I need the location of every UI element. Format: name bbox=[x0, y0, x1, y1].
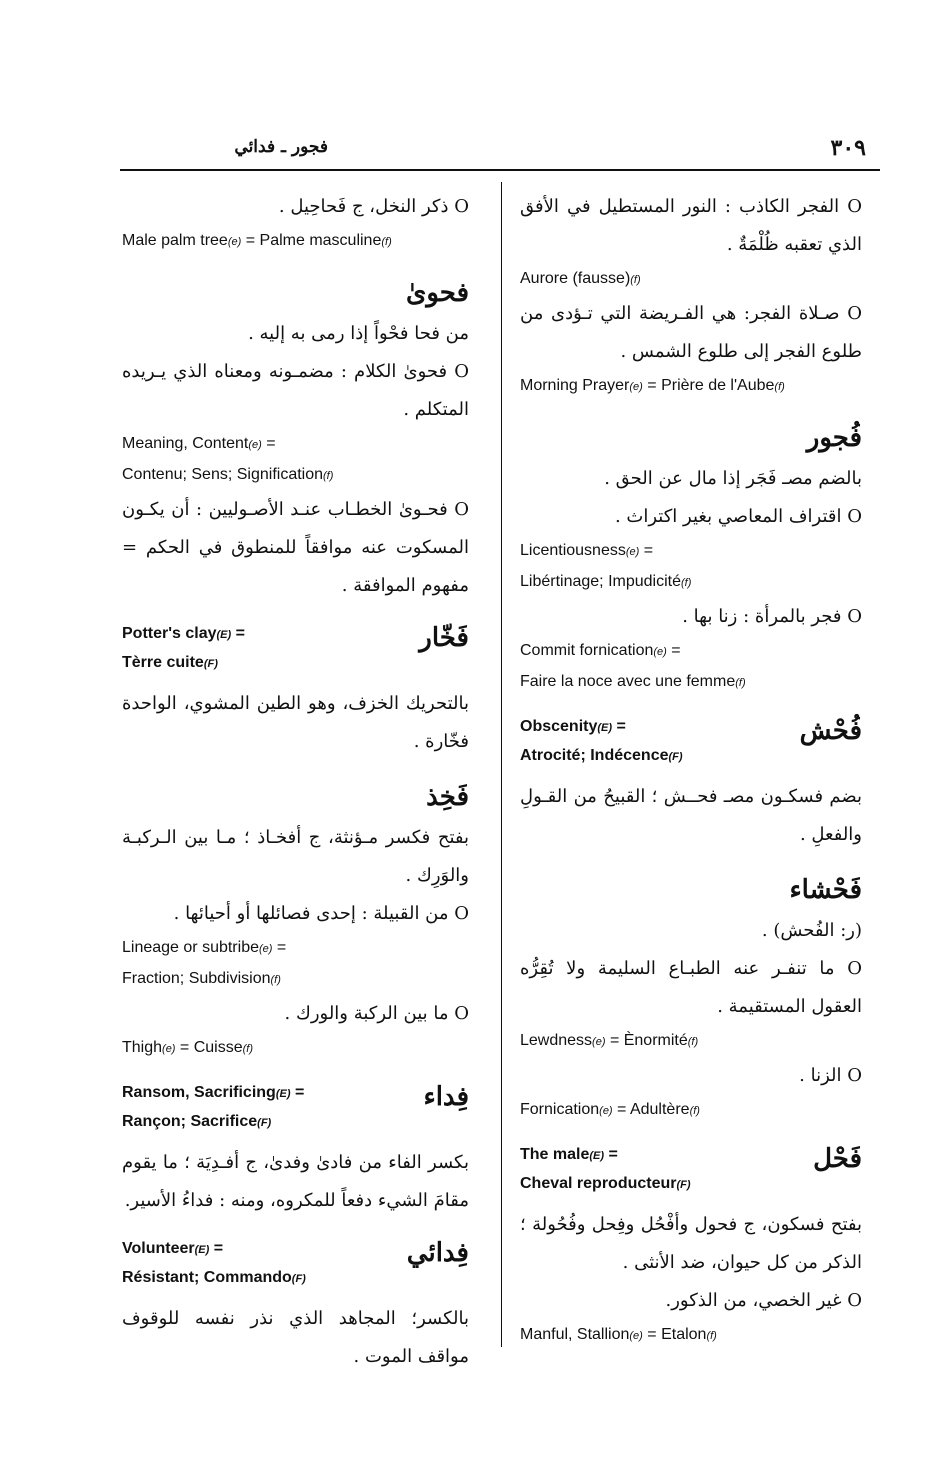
french-translation: Cheval reproducteur(F) bbox=[520, 1175, 691, 1192]
english-translation: Ransom, Sacrificing(E) = bbox=[122, 1084, 305, 1101]
language-tag: (E) bbox=[275, 1088, 291, 1100]
language-tag: (f) bbox=[687, 1036, 699, 1048]
arabic-definition: O الزنا . bbox=[799, 1065, 862, 1086]
spacer bbox=[520, 854, 862, 868]
arabic-definition: من فحا فحْواً إذا رمى به إليه . bbox=[248, 323, 469, 344]
translation-line: Meaning, Content(e) = bbox=[122, 435, 276, 452]
spacer bbox=[122, 761, 469, 775]
spacer bbox=[122, 605, 469, 619]
translation-line: Faire la noce avec une femme(f) bbox=[520, 673, 746, 690]
language-tag: (f) bbox=[689, 1105, 700, 1117]
translation-line: Morning Prayer(e) = Prière de l'Aube(f) bbox=[520, 377, 785, 394]
translation-line: Licentiousness(e) = bbox=[520, 542, 654, 559]
arabic-definition: بالكسر؛ المجاهد الذي نذر نفسه للوقوف مواقف الموت . bbox=[122, 1308, 469, 1367]
translation-line: Libértinage; Impudicité(f) bbox=[520, 573, 692, 590]
arabic-definition: O فجر بالمرأة : زنا بها . bbox=[682, 606, 862, 627]
spacer bbox=[122, 1220, 469, 1234]
page-header bbox=[120, 135, 880, 171]
language-tag: (f) bbox=[242, 1043, 254, 1055]
translation-line: Aurore (fausse)(f) bbox=[520, 270, 641, 287]
arabic-definition: بفتح فكسر مـؤنثة، ج أفخـاذ ؛ مـا بين الـركبـة والوَرِك . bbox=[122, 827, 469, 886]
arabic-definition: بضم فسكـون مصـ فحــش ؛ القبيحُ من القـولِ والفعلِ . bbox=[520, 786, 862, 845]
language-tag: (f) bbox=[680, 577, 692, 589]
translation-line: Commit fornication(e) = bbox=[520, 642, 681, 659]
language-tag: (e) bbox=[592, 1036, 606, 1048]
headword: فَخّار bbox=[419, 623, 469, 653]
arabic-definition: O ما تنفـر عنه الطبـاع السليمة ولا تُقِرُّه العقول المستقيمة . bbox=[520, 958, 862, 1017]
headword-entry bbox=[122, 1234, 469, 1294]
headword: فِداء bbox=[423, 1082, 469, 1112]
language-tag: (f) bbox=[706, 1330, 717, 1342]
translation-line: Thigh(e) = Cuisse(f) bbox=[122, 1039, 254, 1056]
translation-line: Fraction; Subdivision(f) bbox=[122, 970, 281, 987]
language-tag: (e) bbox=[625, 546, 640, 558]
language-tag: (F) bbox=[257, 1117, 272, 1129]
spacer bbox=[520, 698, 862, 712]
spacer bbox=[520, 1126, 862, 1140]
language-tag: (f) bbox=[381, 236, 392, 248]
spacer bbox=[520, 402, 862, 416]
language-tag: (e) bbox=[599, 1105, 613, 1117]
language-tag: (F) bbox=[203, 658, 218, 670]
language-tag: (e) bbox=[248, 439, 262, 451]
english-translation: Potter's clay(E) = bbox=[122, 625, 245, 642]
language-tag: (F) bbox=[291, 1273, 306, 1285]
language-tag: (f) bbox=[735, 677, 746, 689]
language-tag: (e) bbox=[629, 1330, 643, 1342]
arabic-definition: O فحـوىٰ الخطـاب عنـد الأصـوليين : أن يكـون المسكوت عنه موافقاً للمنطوق في الحكم = مفهوم الموافقة . bbox=[122, 499, 469, 596]
running-title: فجور ـ فدائي bbox=[234, 137, 328, 157]
arabic-definition: O اقتراف المعاصي بغير اكتراث . bbox=[614, 506, 862, 527]
spacer bbox=[122, 1064, 469, 1078]
headword: فَحْشاء bbox=[789, 875, 862, 905]
arabic-definition: O ما بين الركبة والورك . bbox=[284, 1003, 469, 1024]
arabic-definition: O غير الخصي، من الذكور. bbox=[665, 1290, 862, 1311]
headword-entry bbox=[122, 1078, 469, 1138]
headword: فُحْش bbox=[799, 716, 862, 746]
english-translation: Obscenity(E) = bbox=[520, 718, 626, 735]
arabic-definition: O من القبيلة : إحدى فصائلها أو أحيائها . bbox=[173, 903, 469, 924]
translation-line: Contenu; Sens; Signification(f) bbox=[122, 466, 334, 483]
language-tag: (E) bbox=[194, 1244, 210, 1256]
left-column bbox=[122, 188, 469, 1376]
translation-line: Lineage or subtribe(e) = bbox=[122, 939, 287, 956]
headword: فُجور bbox=[806, 423, 862, 453]
french-translation: Tèrre cuite(F) bbox=[122, 654, 218, 671]
header-rule bbox=[120, 169, 880, 171]
french-translation: Rançon; Sacrifice(F) bbox=[122, 1113, 272, 1130]
translation-line: Fornication(e) = Adultère(f) bbox=[520, 1101, 700, 1118]
french-translation: Résistant; Commando(F) bbox=[122, 1269, 306, 1286]
language-tag: (e) bbox=[162, 1043, 176, 1055]
spacer bbox=[122, 257, 469, 271]
language-tag: (f) bbox=[630, 274, 641, 286]
language-tag: (E) bbox=[589, 1150, 605, 1162]
language-tag: (e) bbox=[258, 943, 273, 955]
headword: فَخِذ bbox=[426, 782, 469, 812]
language-tag: (E) bbox=[597, 722, 613, 734]
language-tag: (e) bbox=[653, 646, 667, 658]
language-tag: (f) bbox=[270, 974, 281, 986]
translation-line: Male palm tree(e) = Palme masculine(f) bbox=[122, 232, 392, 249]
headword-entry bbox=[520, 712, 862, 772]
language-tag: (F) bbox=[676, 1179, 691, 1191]
arabic-definition: O صـلاة الفجر: هي الفـريضة التي تـؤدى من طلوع الفجر إلى طلوع الشمس . bbox=[520, 303, 862, 362]
translation-line: Lewdness(e) = Ènormité(f) bbox=[520, 1032, 699, 1049]
language-tag: (e) bbox=[629, 381, 643, 393]
arabic-definition: بكسر الفاء من فادىٰ وفدىٰ، ج أفـدِيَة ؛ ما يقوم مقامَ الشيء دفعاً للمكروه، ومنه : فداءُ الأسير. bbox=[122, 1152, 469, 1211]
arabic-definition: (ر: الفُحش) . bbox=[761, 920, 862, 941]
english-translation: Volunteer(E) = bbox=[122, 1240, 224, 1257]
headword: فَحْل bbox=[813, 1144, 862, 1174]
headword: فِدائي bbox=[406, 1238, 469, 1268]
column-divider bbox=[501, 182, 502, 1347]
arabic-definition: O ذكر النخل، ج فَحاحِيل . bbox=[278, 196, 469, 217]
arabic-definition: O الفجر الكاذب : النور المستطيل في الأفق الذي تعقبه ظُلْمَةٌ . bbox=[520, 196, 862, 255]
french-translation: Atrocité; Indécence(F) bbox=[520, 747, 683, 764]
arabic-definition: بفتح فسكون، ج فحول وأفْحُل وفِحل وفُحُولة ؛ الذكر من كل حيوان، ضد الأنثى . bbox=[520, 1214, 862, 1273]
translation-line: Manful, Stallion(e) = Etalon(f) bbox=[520, 1326, 717, 1343]
english-translation: The male(E) = bbox=[520, 1146, 618, 1163]
language-tag: (F) bbox=[668, 751, 683, 763]
arabic-definition: بالضم مصـ فَجَر إذا مال عن الحق . bbox=[604, 468, 862, 489]
headword-entry bbox=[520, 1140, 862, 1200]
arabic-definition: O فحوىٰ الكلام : مضمـونه ومعناه الذي يـريده المتكلم . bbox=[122, 361, 469, 420]
headword-entry bbox=[122, 619, 469, 679]
language-tag: (f) bbox=[774, 381, 785, 393]
arabic-definition: بالتحريك الخزف، وهو الطين المشوي، الواحدة فخّارة . bbox=[122, 693, 469, 752]
language-tag: (e) bbox=[227, 236, 242, 248]
page-number: ٣٠٩ bbox=[830, 135, 866, 161]
right-column bbox=[520, 188, 862, 1351]
headword: فحوىٰ bbox=[406, 278, 469, 308]
language-tag: (f) bbox=[323, 470, 334, 482]
language-tag: (E) bbox=[216, 629, 232, 641]
